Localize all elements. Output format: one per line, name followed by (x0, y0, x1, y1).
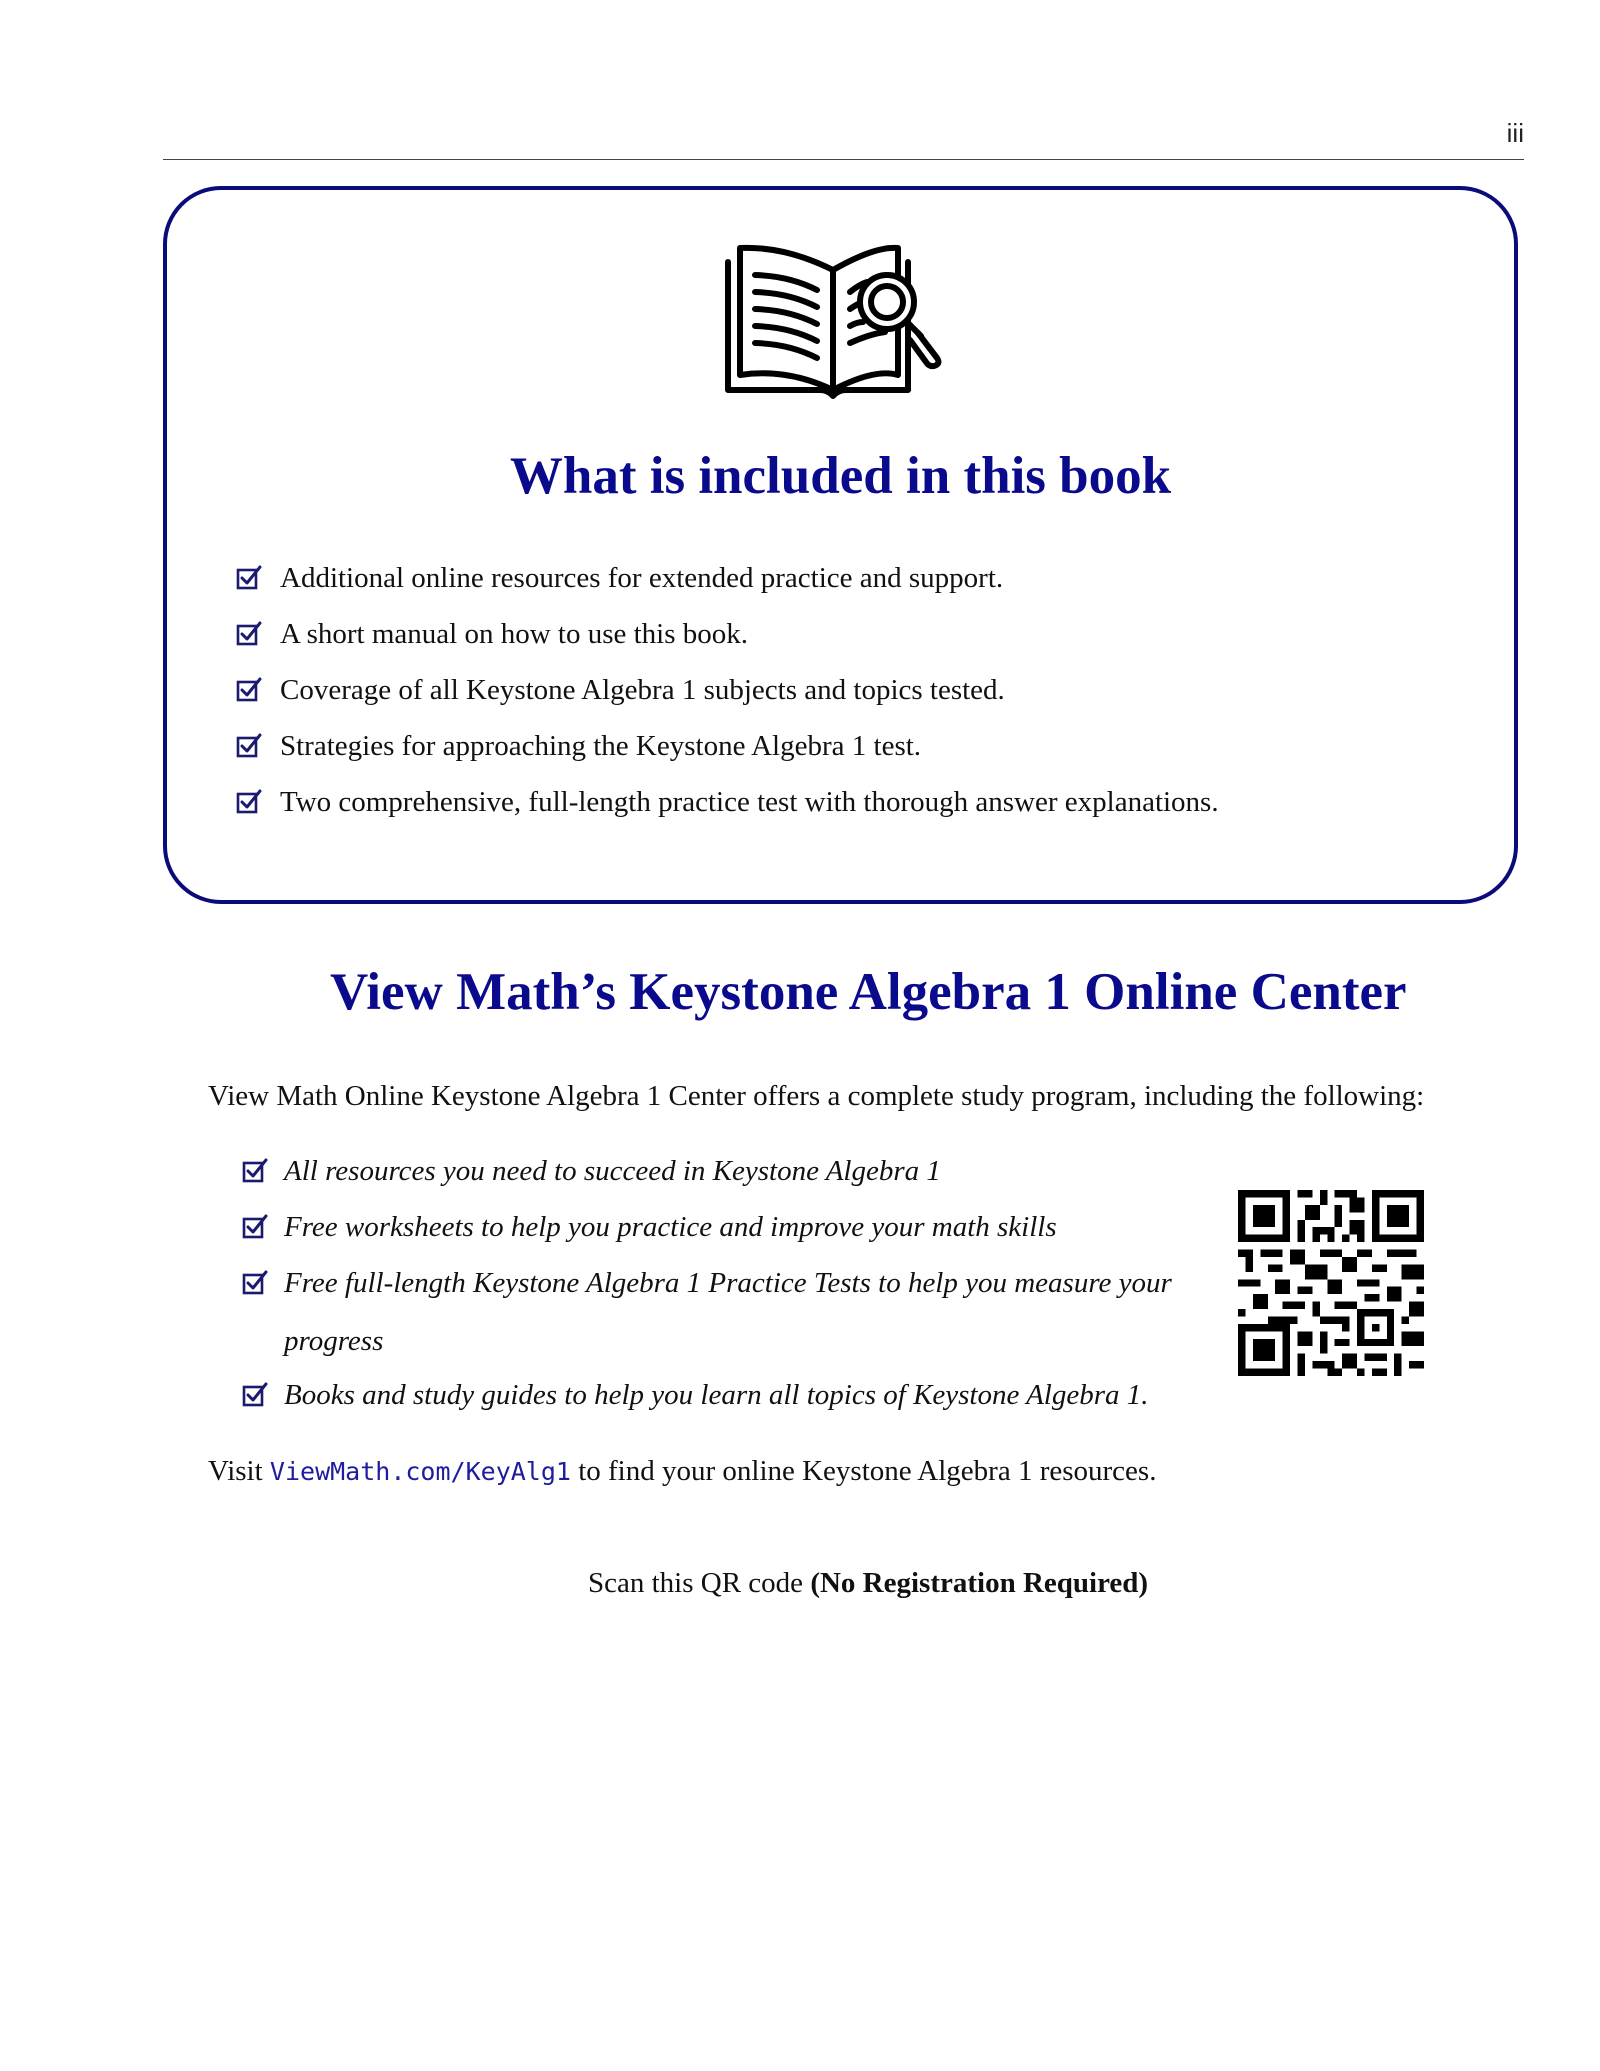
header-rule (163, 159, 1524, 160)
checkbox-checked-icon (236, 620, 262, 646)
list-item-text: A short manual on how to use this book. (280, 618, 749, 650)
included-title: What is included in this book (509, 447, 1172, 505)
list-item-text: Free full-length Keystone Algebra 1 Practice Tests to help you measure your progress (284, 1267, 1172, 1357)
online-center-link[interactable]: ViewMath.com/KeyAlg1 (269, 1457, 571, 1486)
checkbox-checked-icon (236, 676, 262, 702)
qr-code-icon[interactable] (1238, 1190, 1424, 1376)
list-item-text: Two comprehensive, full-length practice test with thorough answer explanations. (280, 786, 1219, 818)
checkbox-checked-icon (236, 564, 262, 590)
checkbox-checked-icon (242, 1381, 268, 1407)
checkbox-checked-icon (242, 1269, 268, 1295)
checkbox-checked-icon (242, 1157, 268, 1183)
scan-prefix: Scan this QR code (588, 1567, 811, 1599)
checkbox-checked-icon (242, 1213, 268, 1239)
list-item-text: All resources you need to succeed in Keystone Algebra 1 (284, 1155, 941, 1187)
list-item-text: Coverage of all Keystone Algebra 1 subjects and topics tested. (280, 674, 1005, 706)
visit-line (208, 1455, 1156, 1488)
list-item-text: Additional online resources for extended practice and support. (280, 562, 1004, 594)
online-center-title: View Math’s Keystone Algebra 1 Online Center (330, 963, 1407, 1021)
page-number: iii (1506, 118, 1524, 148)
visit-suffix: to find your online Keystone Algebra 1 resources. (570, 1455, 1157, 1487)
checkbox-checked-icon (236, 732, 262, 758)
book-magnifier-icon (725, 240, 950, 400)
checkbox-checked-icon (236, 788, 262, 814)
visit-prefix: Visit (208, 1455, 270, 1487)
scan-line (588, 1567, 1148, 1600)
online-center-intro: View Math Online Keystone Algebra 1 Center offers a complete study program, including the following: (208, 1080, 1425, 1112)
list-item-text: Free worksheets to help you practice and improve your math skills (284, 1211, 1057, 1243)
list-item-text: Books and study guides to help you learn all topics of Keystone Algebra 1. (284, 1379, 1149, 1411)
scan-note: (No Registration Required) (810, 1567, 1149, 1599)
list-item-text: Strategies for approaching the Keystone Algebra 1 test. (280, 730, 922, 762)
